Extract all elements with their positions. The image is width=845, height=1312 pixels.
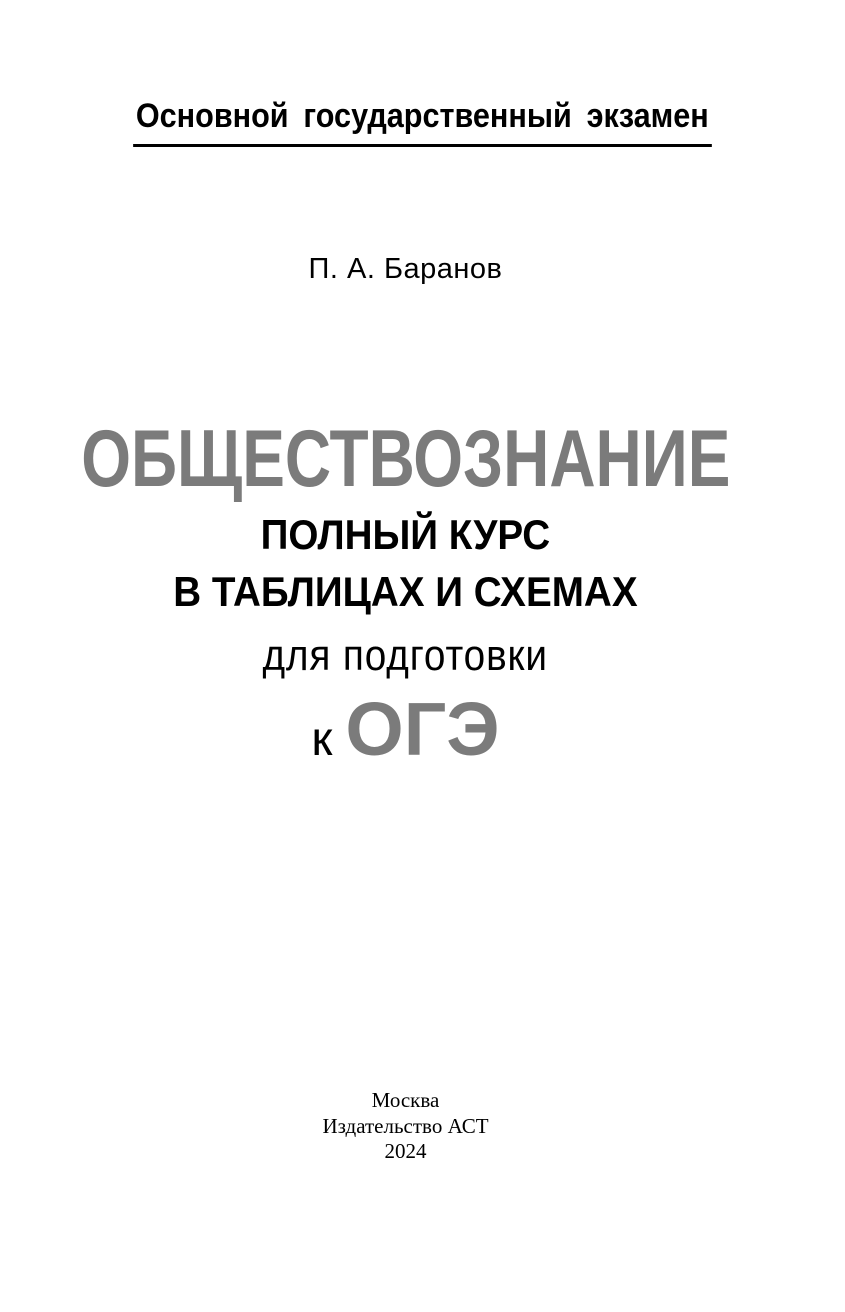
imprint-block — [0, 1088, 828, 1165]
subtitle-line-3 — [0, 631, 828, 680]
subtitle-line-2 — [0, 568, 828, 615]
book-title-text: ОБЩЕСТВОЗНАНИЕ — [80, 414, 731, 504]
series-header-text: Основной государственный экзамен — [133, 96, 711, 147]
subtitle-line-2-text: В ТАБЛИЦАХ И СХЕМАХ — [173, 568, 638, 615]
exam-line — [0, 687, 828, 771]
subtitle-line-1-text: ПОЛНЫЙ КУРС — [260, 511, 551, 558]
book-title — [0, 414, 828, 504]
series-header — [0, 96, 845, 147]
exam-name: ОГЭ — [345, 687, 500, 771]
author-name: П. А. Баранов — [308, 253, 503, 285]
imprint-year: 2024 — [384, 1139, 427, 1163]
imprint-publisher: Издательство АСТ — [322, 1113, 489, 1138]
imprint-city: Москва — [371, 1088, 440, 1112]
exam-prefix: к — [311, 713, 333, 766]
subtitle-line-3-text: для подготовки — [262, 631, 549, 680]
subtitle-line-1 — [0, 511, 828, 558]
